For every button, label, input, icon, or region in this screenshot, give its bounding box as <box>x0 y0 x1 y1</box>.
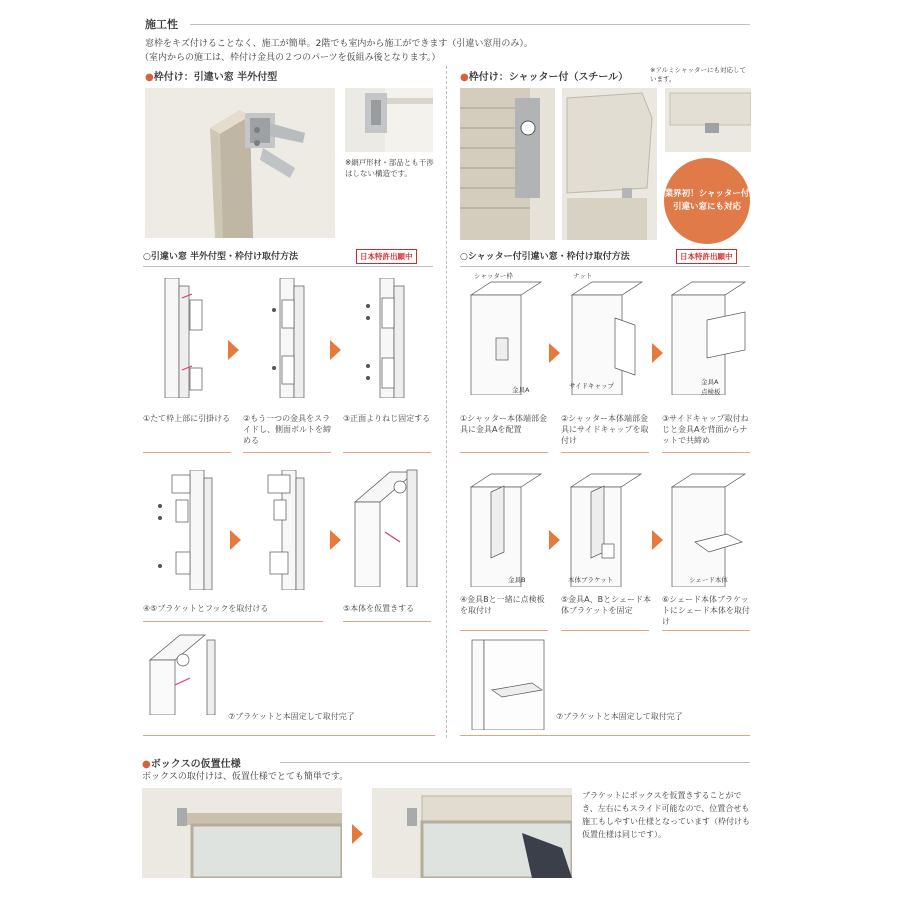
right-step-1: ①シャッター本体端部金具に金具Aを配置 <box>460 414 548 434</box>
left-step1-diagram <box>160 278 220 398</box>
label-nut: ナット <box>573 272 593 280</box>
shutter-photo-1 <box>460 88 555 240</box>
label-shutter-frame: シャッター枠 <box>474 272 513 280</box>
column-divider <box>446 66 447 738</box>
right-patent-badge: 日本特許出願中 <box>676 249 737 264</box>
left-step1-rule <box>143 452 231 453</box>
left-step2-rule <box>243 452 331 453</box>
netdoor-photo <box>345 88 433 152</box>
left-step5-rule <box>343 621 431 622</box>
left-step5-diagram <box>262 470 322 590</box>
industry-first-badge: 業界初！シャッター付引違い窓にも対応 <box>664 158 750 244</box>
shutter-photo-2 <box>562 88 657 240</box>
intro-line-1: 窓枠をキズ付けることなく、施工が簡単。2階でも室内から施工ができます（引違い窓用のみ）。 <box>145 39 533 49</box>
right-step-7: ⑦ブラケットと本固定して取付完了 <box>556 712 683 721</box>
left-step-5: ⑤本体を仮置きする <box>343 604 415 613</box>
right-step-3: ③サイドキャップ取付ねじと金具Aを背面からナットで共締め <box>662 414 749 445</box>
label-fitting-b: 金具B <box>508 576 526 584</box>
right-step7-diagram <box>462 635 547 730</box>
right-step6-rule <box>662 630 750 631</box>
left-step-3: ③正面よりねじ固定する <box>343 414 431 423</box>
left-row1-arrow-2 <box>330 340 341 360</box>
left-method-title: ○引違い窓 半外付型・枠付け取付方法 <box>143 252 298 262</box>
left-method-rule <box>143 266 433 267</box>
box-photo-after <box>372 788 572 878</box>
right-step2-rule <box>561 452 649 453</box>
left-patent-badge: 日本特許出願中 <box>356 249 417 264</box>
right-row2-arrow-2 <box>652 530 663 550</box>
right-step-4: ④金具Bと一緒に点検板を取付け <box>460 595 545 615</box>
right-step-6: ⑥シェード本体ブラケットにシェード本体を取付け <box>662 595 750 626</box>
box-desc: ボックスの取付けは、仮置仕様でとても簡単です。 <box>142 772 349 782</box>
right-step3-diagram <box>667 270 749 395</box>
left-step6-diagram <box>345 462 433 587</box>
left-step-2: ②もう一つの金具をスライドし、側面ボルトを締める <box>243 414 331 445</box>
label-body-bracket: 本体ブラケット <box>568 576 614 584</box>
right-step7-rule <box>460 735 750 736</box>
right-step-2: ②シャッター本体端部金具にサイドキャップを取付け <box>561 414 649 445</box>
intro-line-2: （室内からの施工は、枠付け金具の２つのパーツを仮組み後となります。） <box>140 53 441 63</box>
left-step2-diagram <box>262 278 322 398</box>
shutter-photo-3 <box>665 88 751 152</box>
left-row1-arrow-1 <box>228 340 239 360</box>
label-side-cap: サイドキャップ <box>569 382 615 390</box>
left-step-7: ⑦ブラケットと本固定して取付完了 <box>228 712 355 721</box>
right-step-5: ⑤金具A、Bとシェード本体ブラケットを固定 <box>561 595 651 615</box>
left-step4-diagram <box>152 470 222 590</box>
title-rule <box>190 24 750 25</box>
box-heading: ●ボックスの仮置仕様 <box>142 759 241 770</box>
right-step4-diagram <box>466 462 546 587</box>
left-step3-rule <box>343 452 431 453</box>
netdoor-note: ※網戸形材・部品とも干渉はしない構造です。 <box>345 158 434 178</box>
right-step2-diagram <box>567 270 649 395</box>
right-step5-rule <box>561 630 649 631</box>
label-point-plate: 点検板 <box>701 388 721 395</box>
left-step-4: ④⑤ブラケットとフックを取付ける <box>143 604 269 613</box>
box-arrow <box>352 824 363 844</box>
left-heading: ●枠付け：引違い窓 半外付型 <box>145 72 278 83</box>
right-step1-diagram <box>466 270 546 395</box>
label-fitting-a-2: 金具A <box>701 378 719 386</box>
sash-bracket-photo <box>145 88 335 238</box>
right-heading: ●枠付け：シャッター付（スチール） <box>460 72 629 83</box>
right-method-title: ○シャッター付引違い窓・枠付け取付方法 <box>460 252 630 262</box>
right-row1-arrow-2 <box>652 343 663 363</box>
label-fitting-a-1: 金具A <box>512 386 530 394</box>
label-shade-body: シェード本体 <box>689 576 728 584</box>
right-step5-diagram <box>566 462 648 587</box>
left-step7-rule <box>143 735 435 736</box>
box-photo-before <box>142 788 342 878</box>
right-row1-arrow-1 <box>549 343 560 363</box>
right-step1-rule <box>460 452 548 453</box>
left-row2-arrow-1 <box>230 530 241 550</box>
right-step4-rule <box>460 630 548 631</box>
box-note: ブラケットにボックスを仮置きすることができ、左右にもスライド可能なので、位置合せも施工もしやすい仕様となっています（枠付けも仮置仕様は同じです）。 <box>582 791 750 839</box>
right-row2-arrow-1 <box>549 530 560 550</box>
right-aluminum-note: ※アルミシャッターにも対応しています。 <box>650 66 747 83</box>
right-method-rule <box>460 266 750 267</box>
box-heading-rule <box>280 762 750 763</box>
left-row2-arrow-2 <box>330 530 341 550</box>
page-title: 施工性 <box>145 18 178 31</box>
left-step3-diagram <box>360 278 430 398</box>
right-step3-rule <box>662 452 750 453</box>
left-step7-diagram <box>145 630 225 715</box>
left-step-1: ①たて枠上部に引掛ける <box>143 414 231 423</box>
left-step4-rule <box>143 621 323 622</box>
right-step6-diagram <box>667 462 749 587</box>
